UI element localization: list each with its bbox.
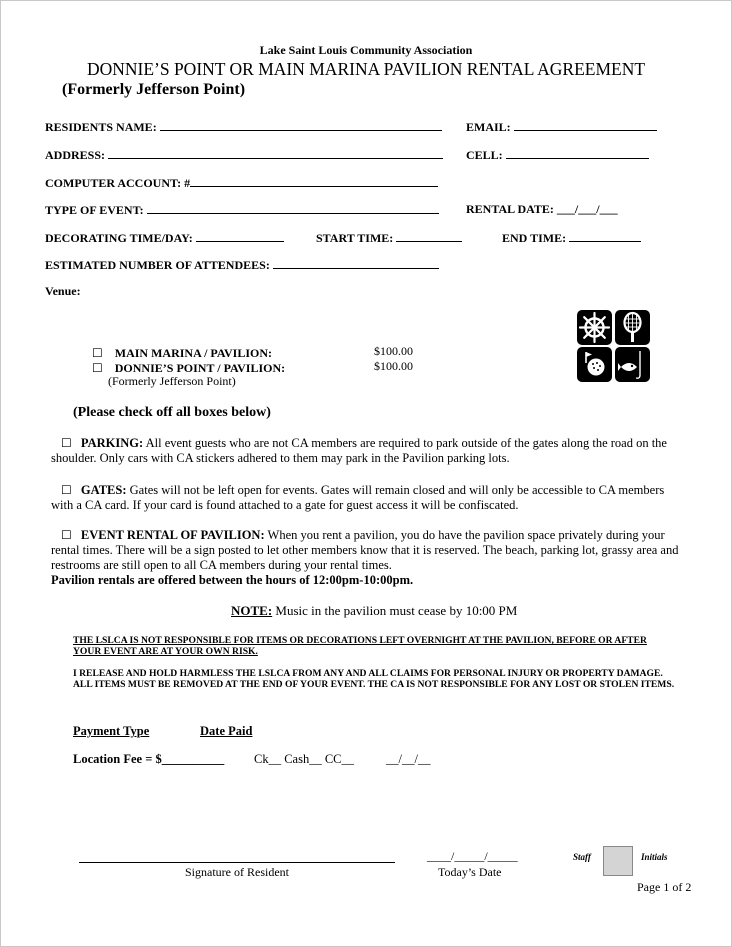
note-label: NOTE: xyxy=(231,603,273,618)
cell-line[interactable] xyxy=(506,147,649,159)
page-subtitle: (Formerly Jefferson Point) xyxy=(62,81,246,98)
type-of-event-line[interactable] xyxy=(147,202,439,214)
golf-icon xyxy=(577,347,612,382)
date-paid-heading: Date Paid xyxy=(200,724,253,738)
decorating-line[interactable] xyxy=(196,230,284,242)
todays-date-label: Today’s Date xyxy=(438,865,502,879)
gates-section xyxy=(51,483,677,513)
computer-account-line[interactable] xyxy=(190,175,438,187)
start-time-label: START TIME: xyxy=(316,231,394,245)
type-of-event-field[interactable] xyxy=(45,202,439,218)
payment-methods[interactable]: Ck__ Cash__ CC__ xyxy=(254,752,355,766)
venue-label: Venue: xyxy=(45,284,81,298)
disclaimer-line: ALL ITEMS MUST BE REMOVED AT THE END OF YOUR EVENT. THE CA IS NOT RESPONSIBLE FOR ANY LOST OR STOLEN ITEMS. xyxy=(73,679,675,690)
email-line[interactable] xyxy=(514,119,657,131)
rental-date-field[interactable] xyxy=(466,202,618,217)
venue-checkbox[interactable]: ☐ xyxy=(92,346,103,360)
music-note xyxy=(231,603,517,619)
page-number: Page 1 of 2 xyxy=(637,880,692,894)
event-rental-checkbox[interactable]: ☐ xyxy=(61,528,72,542)
email-label: EMAIL: xyxy=(466,120,511,134)
event-rental-section xyxy=(51,528,685,588)
residents-name-field[interactable] xyxy=(45,119,442,135)
page-title: DONNIE’S POINT OR MAIN MARINA PAVILION RENTAL AGREEMENT xyxy=(86,59,646,79)
date-paid-blank[interactable]: __/__/__ xyxy=(386,752,431,766)
email-field[interactable] xyxy=(466,119,657,135)
decorating-label: DECORATING TIME/DAY: xyxy=(45,231,193,245)
parking-section xyxy=(51,436,681,466)
signature-line[interactable] xyxy=(79,862,395,863)
rental-date-blank[interactable]: ___/___/___ xyxy=(556,202,618,216)
parking-checkbox[interactable]: ☐ xyxy=(61,436,72,450)
location-fee[interactable]: Location Fee = $__________ xyxy=(73,752,225,766)
initials-label: Initials xyxy=(641,852,668,862)
computer-account-field[interactable] xyxy=(45,175,438,191)
rental-date-label: RENTAL DATE: xyxy=(466,202,554,216)
ship-wheel-icon xyxy=(577,310,612,345)
todays-date-blank[interactable]: ____/_____/_____ xyxy=(427,849,518,863)
type-of-event-label: TYPE OF EVENT: xyxy=(45,203,144,217)
start-time-field[interactable] xyxy=(316,230,462,246)
venue-note: (Formerly Jefferson Point) xyxy=(108,374,236,388)
attendees-line[interactable] xyxy=(273,257,439,269)
check-instruction: (Please check off all boxes below) xyxy=(73,405,271,420)
fishing-icon xyxy=(615,347,650,382)
venue-price: $100.00 xyxy=(374,344,413,358)
end-time-line[interactable] xyxy=(569,230,641,242)
start-time-line[interactable] xyxy=(396,230,462,242)
end-time-field[interactable] xyxy=(502,230,641,246)
disclaimer-line: I RELEASE AND HOLD HARMLESS THE LSLCA FROM ANY AND ALL CLAIMS FOR PERSONAL INJURY OR PROPERTY DAMAGE. xyxy=(73,668,663,679)
parking-text: All event guests who are not CA members are required to park outside of the gates along the road on the shoulder. Only cars with CA stickers adhered to them may park in the Pavilion parking lots. xyxy=(51,436,667,465)
cell-field[interactable] xyxy=(466,147,649,163)
venue-label: MAIN MARINA / PAVILION: xyxy=(114,346,272,360)
venue-label: DONNIE’S POINT / PAVILION: xyxy=(114,361,286,375)
gates-checkbox[interactable]: ☐ xyxy=(61,483,72,497)
payment-type-heading: Payment Type xyxy=(73,724,150,738)
staff-label: Staff xyxy=(573,852,591,862)
event-rental-text: When you rent a pavilion, you do have the pavilion space privately during your rental times. There will be a sign posted to let other members know that it is reserved. The beach, parking lot, grassy area and restrooms are still open to all CA members during your rental times. xyxy=(51,528,679,572)
residents-name-label: RESIDENTS NAME: xyxy=(45,120,157,134)
disclaimer-line: YOUR EVENT ARE AT YOUR OWN RISK. xyxy=(73,646,258,657)
event-rental-heading: EVENT RENTAL OF PAVILION: xyxy=(80,528,265,542)
cell-label: CELL: xyxy=(466,148,503,162)
organization-name: Lake Saint Louis Community Association xyxy=(259,43,473,57)
end-time-label: END TIME: xyxy=(502,231,567,245)
venue-price: $100.00 xyxy=(374,359,413,373)
signature-label: Signature of Resident xyxy=(185,865,289,879)
parking-heading: PARKING: xyxy=(80,436,144,450)
tennis-racket-icon xyxy=(615,310,650,345)
disclaimer-line: THE LSLCA IS NOT RESPONSIBLE FOR ITEMS OR DECORATIONS LEFT OVERNIGHT AT THE PAVILION, BEFORE OR AFTER xyxy=(73,635,647,646)
venue-checkbox[interactable]: ☐ xyxy=(92,361,103,375)
gates-text: Gates will not be left open for events. Gates will remain closed and will only be accessible to CA members with a CA card. If your card is found attached to a gate for guest access it will be confiscated. xyxy=(51,483,665,512)
gates-heading: GATES: xyxy=(80,483,127,497)
decorating-field[interactable] xyxy=(45,230,284,246)
note-text: Music in the pavilion must cease by 10:00 PM xyxy=(275,603,518,618)
rental-hours: Pavilion rentals are offered between the hours of 12:00pm-10:00pm. xyxy=(51,573,414,587)
staff-initials-box[interactable] xyxy=(603,846,633,876)
address-label: ADDRESS: xyxy=(45,148,106,162)
attendees-field[interactable] xyxy=(45,257,439,273)
address-field[interactable] xyxy=(45,147,443,163)
computer-account-label: COMPUTER ACCOUNT: # xyxy=(45,176,191,190)
residents-name-line[interactable] xyxy=(160,119,442,131)
attendees-label: ESTIMATED NUMBER OF ATTENDEES: xyxy=(45,258,270,272)
address-line[interactable] xyxy=(108,147,443,159)
